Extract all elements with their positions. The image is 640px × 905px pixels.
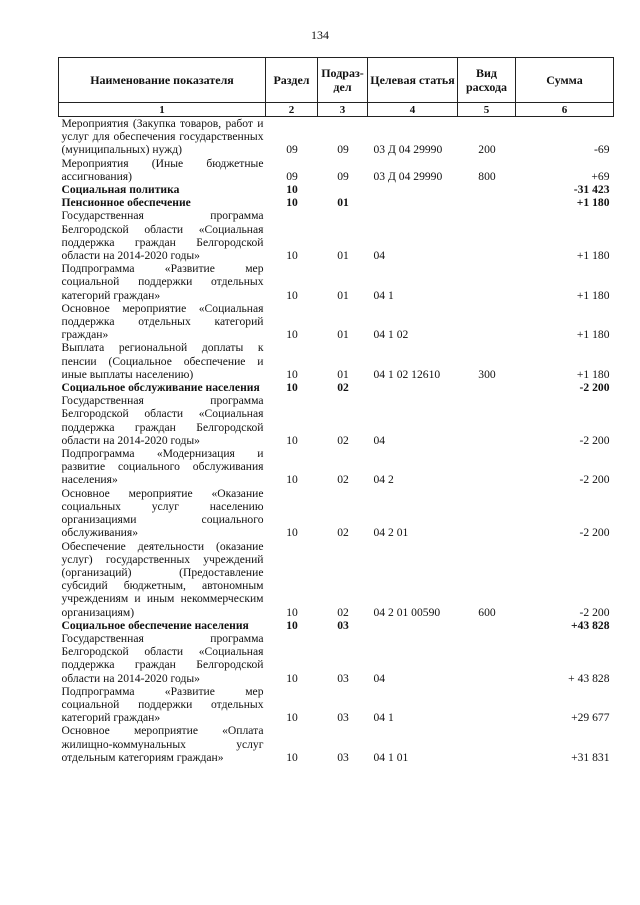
header-number: 6 bbox=[516, 103, 614, 117]
row-section: 10 bbox=[286, 605, 298, 619]
row-section: 10 bbox=[286, 473, 298, 487]
row-sum: +43 828 bbox=[571, 618, 610, 632]
row-name: Выплата региональной доплаты к пенсии (Социальное обеспечение и иные выплаты населению) bbox=[61, 341, 264, 381]
row-sum: -2 200 bbox=[579, 605, 610, 619]
row-target: 04 2 bbox=[373, 473, 394, 487]
header-number: 3 bbox=[318, 103, 368, 117]
table-row bbox=[59, 487, 614, 540]
row-name: Государственная программа Белгородской области «Социальная поддержка граждан Белгородской области на 2014-2020 годы» bbox=[61, 631, 264, 685]
header-sum: Сумма bbox=[516, 58, 614, 103]
row-name: Государственная программа Белгородской области «Социальная поддержка граждан Белгородской области на 2014-2020 годы» bbox=[61, 209, 264, 263]
row-target: 04 1 bbox=[373, 711, 394, 725]
table-row bbox=[59, 724, 614, 764]
row-subsection bbox=[318, 183, 368, 196]
row-section: 10 bbox=[286, 288, 298, 302]
row-sum: -69 bbox=[594, 143, 610, 157]
row-subsection: 03 bbox=[337, 618, 349, 632]
table-row bbox=[59, 447, 614, 487]
table-row bbox=[59, 381, 614, 394]
table-row bbox=[59, 196, 614, 209]
row-sum: +1 180 bbox=[576, 288, 610, 302]
row-subsection: 02 bbox=[337, 605, 349, 619]
row-name: Основное мероприятие «Оказание социальных услуг населению организациями социального обслуживания» bbox=[61, 486, 264, 540]
row-expense bbox=[458, 196, 516, 209]
row-expense bbox=[458, 302, 516, 342]
row-sum: -2 200 bbox=[579, 473, 610, 487]
row-name: Социальное обеспечение населения bbox=[61, 618, 249, 632]
row-name: Подпрограмма «Развитие мер социальной поддержки отдельных категорий граждан» bbox=[61, 262, 264, 302]
row-expense bbox=[458, 381, 516, 394]
table-row bbox=[59, 540, 614, 619]
budget-table bbox=[58, 57, 614, 764]
table-row bbox=[59, 394, 614, 447]
row-subsection: 09 bbox=[337, 143, 349, 157]
table-header bbox=[59, 58, 614, 117]
table-body bbox=[59, 117, 614, 764]
row-expense bbox=[458, 619, 516, 632]
row-subsection: 01 bbox=[337, 328, 349, 342]
row-subsection: 01 bbox=[337, 367, 349, 381]
row-subsection: 02 bbox=[337, 526, 349, 540]
row-section: 10 bbox=[286, 183, 298, 197]
row-sum: -2 200 bbox=[579, 381, 610, 395]
row-section: 10 bbox=[286, 750, 298, 764]
table-row bbox=[59, 262, 614, 302]
row-expense bbox=[458, 209, 516, 262]
header-section: Раздел bbox=[266, 58, 318, 103]
header-subsection: Подраз-дел bbox=[318, 58, 368, 103]
row-name: Обеспечение деятельности (оказание услуг) государственных учреждений (организаций) (Предоставление субсидий бюджетным, автономным учреждениям и иным некоммерческим организациям) bbox=[61, 539, 264, 619]
table-row bbox=[59, 685, 614, 725]
row-target bbox=[368, 183, 458, 196]
row-expense: 800 bbox=[478, 169, 496, 183]
row-name: Основное мероприятие «Социальная поддержка отдельных категорий граждан» bbox=[61, 301, 264, 342]
table-row bbox=[59, 157, 614, 183]
row-section: 10 bbox=[286, 249, 298, 263]
row-section: 09 bbox=[286, 143, 298, 157]
row-sum: + 43 828 bbox=[568, 671, 610, 685]
row-section: 10 bbox=[286, 618, 298, 632]
row-subsection: 03 bbox=[337, 750, 349, 764]
row-sum: +1 180 bbox=[576, 328, 610, 342]
row-section: 10 bbox=[286, 196, 298, 210]
row-sum: +1 180 bbox=[576, 367, 610, 381]
table-row bbox=[59, 302, 614, 342]
row-name: Государственная программа Белгородской области «Социальная поддержка граждан Белгородской области на 2014-2020 годы» bbox=[61, 394, 264, 447]
row-subsection: 02 bbox=[337, 433, 349, 447]
table-row bbox=[59, 632, 614, 685]
row-sum: -2 200 bbox=[579, 526, 610, 540]
row-name: Социальное обслуживание населения bbox=[61, 381, 260, 395]
row-subsection: 02 bbox=[337, 381, 349, 395]
row-expense bbox=[458, 487, 516, 540]
row-name: Мероприятия (Закупка товаров, работ и услуг для обеспечения государственных (муниципальных) нужд) bbox=[61, 117, 264, 157]
row-subsection: 01 bbox=[337, 249, 349, 263]
row-subsection: 03 bbox=[337, 711, 349, 725]
row-expense bbox=[458, 447, 516, 487]
row-name: Подпрограмма «Развитие мер социальной поддержки отдельных категорий граждан» bbox=[61, 684, 264, 725]
row-target: 03 Д 04 29990 bbox=[373, 169, 443, 183]
header-number: 4 bbox=[368, 103, 458, 117]
row-section: 10 bbox=[286, 433, 298, 447]
row-sum: -31 423 bbox=[573, 183, 610, 197]
row-subsection: 03 bbox=[337, 671, 349, 685]
table-row bbox=[59, 619, 614, 632]
row-expense bbox=[458, 183, 516, 196]
row-sum: +29 677 bbox=[571, 711, 610, 725]
row-expense bbox=[458, 632, 516, 685]
row-section: 10 bbox=[286, 711, 298, 725]
header-expense: Вид расхода bbox=[458, 58, 516, 103]
row-section: 10 bbox=[286, 381, 298, 395]
table-row bbox=[59, 209, 614, 262]
row-target: 04 2 01 00590 bbox=[373, 605, 441, 619]
row-target: 04 1 01 bbox=[373, 750, 409, 764]
row-expense bbox=[458, 685, 516, 725]
row-section: 10 bbox=[286, 328, 298, 342]
row-name: Подпрограмма «Модернизация и развитие социального обслуживания населения» bbox=[61, 447, 264, 487]
header-number: 5 bbox=[458, 103, 516, 117]
row-sum: +1 180 bbox=[576, 249, 610, 263]
row-name: Мероприятия (Иные бюджетные ассигнования) bbox=[61, 156, 264, 183]
table-row bbox=[59, 341, 614, 381]
row-target: 04 1 02 12610 bbox=[373, 367, 441, 381]
row-section: 10 bbox=[286, 671, 298, 685]
row-expense: 600 bbox=[478, 605, 496, 619]
row-target bbox=[368, 619, 458, 632]
header-name: Наименование показателя bbox=[59, 58, 266, 103]
row-target: 04 1 02 bbox=[373, 328, 409, 342]
row-sum: +31 831 bbox=[571, 750, 610, 764]
row-target: 03 Д 04 29990 bbox=[373, 143, 443, 157]
header-number: 1 bbox=[59, 103, 266, 117]
header-number: 2 bbox=[266, 103, 318, 117]
row-section: 09 bbox=[286, 169, 298, 183]
row-sum: -2 200 bbox=[579, 433, 610, 447]
header-target: Целевая статья bbox=[368, 58, 458, 103]
table-row bbox=[59, 183, 614, 196]
row-sum: +69 bbox=[591, 169, 610, 183]
page-number: 134 bbox=[311, 28, 329, 42]
row-target bbox=[368, 381, 458, 394]
row-name: Основное мероприятие «Оплата жилищно-коммунальных услуг отдельным категориям граждан» bbox=[61, 724, 264, 764]
row-name: Социальная политика bbox=[61, 183, 180, 197]
row-expense bbox=[458, 724, 516, 764]
row-target: 04 bbox=[373, 249, 386, 263]
row-expense: 200 bbox=[478, 143, 496, 157]
row-section: 10 bbox=[286, 526, 298, 540]
row-target: 04 bbox=[373, 433, 386, 447]
row-target: 04 bbox=[373, 671, 386, 685]
row-target: 04 2 01 bbox=[373, 526, 409, 540]
row-target: 04 1 bbox=[373, 288, 394, 302]
row-subsection: 09 bbox=[337, 169, 349, 183]
row-expense bbox=[458, 262, 516, 302]
table-row bbox=[59, 117, 614, 157]
row-section: 10 bbox=[286, 367, 298, 381]
row-expense bbox=[458, 394, 516, 447]
row-subsection: 01 bbox=[337, 196, 349, 210]
row-name: Пенсионное обеспечение bbox=[61, 196, 191, 210]
row-subsection: 02 bbox=[337, 473, 349, 487]
row-expense: 300 bbox=[478, 367, 496, 381]
row-subsection: 01 bbox=[337, 288, 349, 302]
row-sum: +1 180 bbox=[576, 196, 610, 210]
row-target bbox=[368, 196, 458, 209]
